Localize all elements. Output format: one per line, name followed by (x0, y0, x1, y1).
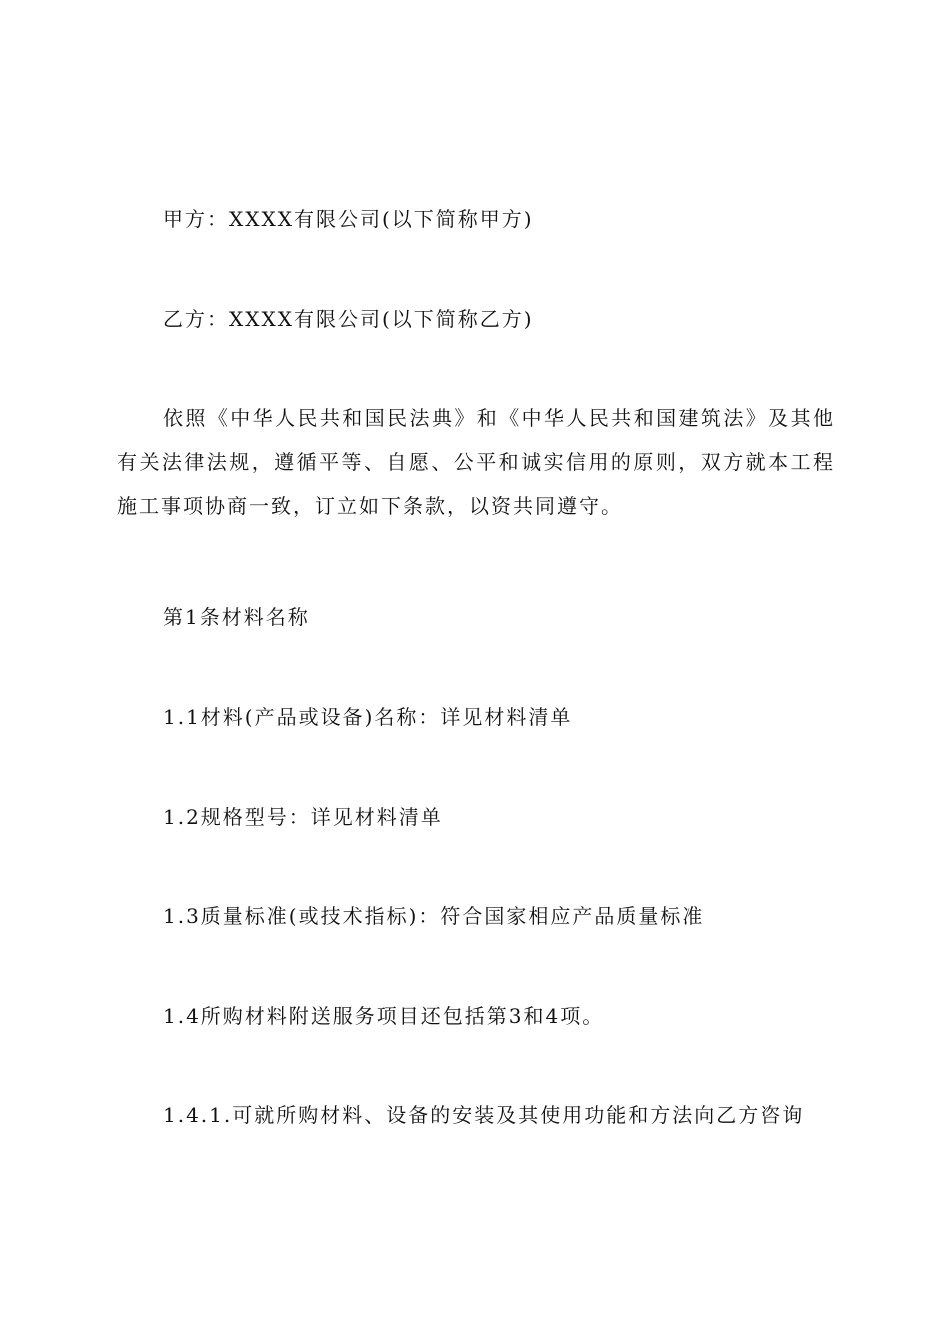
item-1-4: 1.4所购材料附送服务项目还包括第3和4项。 (163, 1004, 605, 1028)
party-b-line: 乙方：XXXX有限公司(以下简称乙方) (163, 307, 534, 331)
item-1-2: 1.2规格型号：详见材料清单 (163, 805, 443, 829)
article-1-title: 第1条材料名称 (163, 605, 310, 629)
preamble-paragraph: 依照《中华人民共和国民法典》和《中华人民共和国建筑法》及其他有关法律法规，遵循平等、自愿、公平和诚实信用的原则，双方就本工程施工事项协商一致，订立如下条款，以资共同遵守。 (117, 406, 835, 518)
party-a-line: 甲方：XXXX有限公司(以下简称甲方) (163, 207, 534, 231)
item-1-4-1: 1.4.1.可就所购材料、设备的安装及其使用功能和方法向乙方咨询 (163, 1103, 805, 1127)
item-1-1: 1.1材料(产品或设备)名称：详见材料清单 (163, 705, 573, 729)
item-1-3: 1.3质量标准(或技术指标)：符合国家相应产品质量标准 (163, 904, 705, 928)
